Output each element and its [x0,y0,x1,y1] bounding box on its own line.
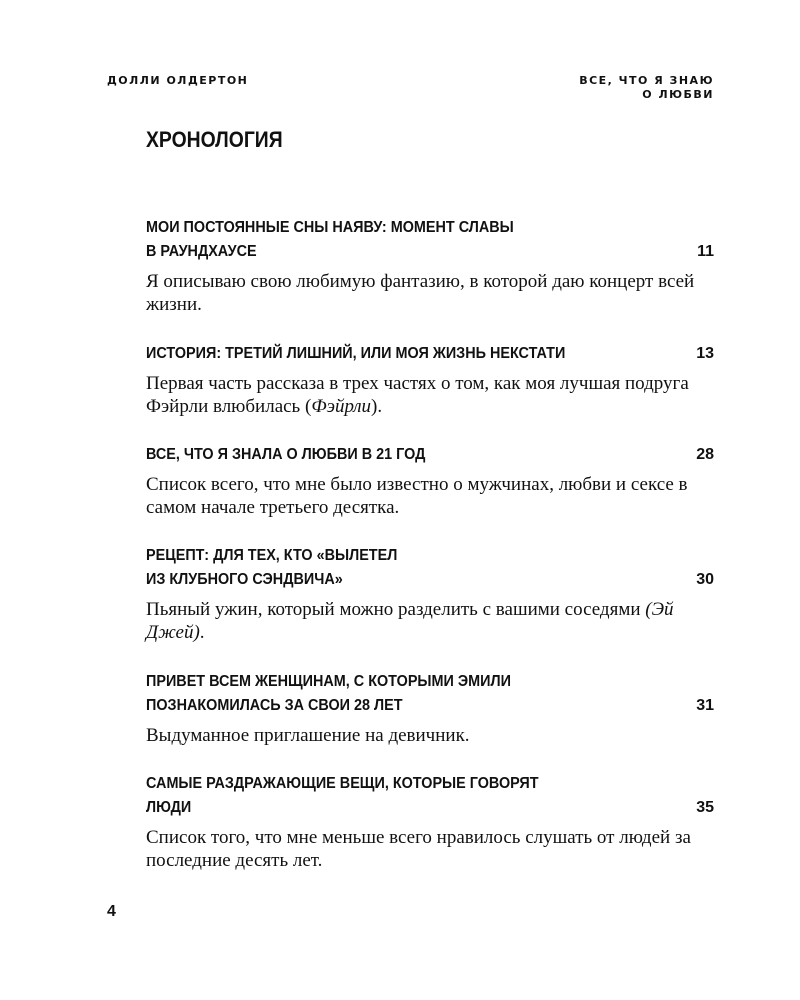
toc-entry-description-text: Список того, что мне меньше всего нравилось слушать от людей за последние десять лет. [146,827,691,871]
toc-entry-description-italic: (Эй Джей) [146,599,674,643]
toc-entry-head [146,544,714,592]
toc-entry-title: ИСТОРИЯ: ТРЕТИЙ ЛИШНИЙ, ИЛИ МОЯ ЖИЗНЬ НЕКСТАТИ [146,345,566,362]
toc-entry-title: МОИ ПОСТОЯННЫЕ СНЫ НАЯВУ: МОМЕНТ СЛАВЫ В РАУНДХАУСЕ [146,219,514,260]
toc-entry [146,670,714,747]
toc-entry-description-text: Выдуманное приглашение на девичник. [146,725,470,746]
toc-entry-head [146,443,714,467]
running-header-author: ДОЛЛИ ОЛДЕРТОН [107,74,249,87]
toc-entry-page: 28 [696,446,714,463]
toc-entry-title: РЕЦЕПТ: ДЛЯ ТЕХ, КТО «ВЫЛЕТЕЛ ИЗ КЛУБНОГО СЭНДВИЧА» [146,547,398,588]
toc-entry [146,342,714,418]
running-header-title-line1: ВСЕ, ЧТО Я ЗНАЮ [579,74,714,87]
running-header-title [579,74,714,102]
toc-title: ХРОНОЛОГИЯ [146,127,283,152]
toc-entry [146,544,714,644]
toc-entry-page: 30 [696,571,714,588]
toc-entry-description-text: Я описываю свою любимую фантазию, в которой даю концерт всей жизни. [146,271,695,315]
toc-entry-head [146,342,714,366]
toc-entry-description-end: ). [371,396,383,417]
toc-entry-description [146,372,716,418]
toc-entry-page: 11 [697,243,714,260]
toc-entry-description [146,473,716,519]
toc-entry-description [146,826,716,872]
toc-entry-title: ПРИВЕТ ВСЕМ ЖЕНЩИНАМ, С КОТОРЫМИ ЭМИЛИ ПОЗНАКОМИЛАСЬ ЗА СВОИ 28 ЛЕТ [146,673,511,714]
toc-entry-description-text: Пьяный ужин, который можно разделить с вашими соседями [146,599,646,620]
toc-entry-description [146,270,716,316]
toc-entry-description-text: Список всего, что мне было известно о мужчинах, любви и сексе в самом начале третьего десятка. [146,474,688,518]
toc-entry-description [146,598,716,644]
toc-entry-description [146,724,716,747]
running-header-title-line2: О ЛЮБВИ [642,88,714,101]
toc-entry-head [146,670,714,718]
toc-entry-head [146,772,714,820]
toc-entry-description-text: Первая часть рассказа в трех частях о том, как моя лучшая подруга Фэйрли влюбилась ( [146,373,689,417]
toc-entry-page: 31 [696,697,714,714]
toc-entry-description-end: . [199,622,205,643]
toc-entry-title: ВСЕ, ЧТО Я ЗНАЛА О ЛЮБВИ В 21 ГОД [146,446,426,463]
toc-entry-head [146,216,714,264]
page-number: 4 [107,903,116,920]
toc-entry [146,443,714,519]
toc-entry-page: 13 [696,345,714,362]
toc-entry-page: 35 [696,799,714,816]
toc-entry [146,772,714,872]
toc-entry-description-italic: Фэйрли [311,396,372,417]
toc-entry [146,216,714,316]
toc-entry-title: САМЫЕ РАЗДРАЖАЮЩИЕ ВЕЩИ, КОТОРЫЕ ГОВОРЯТ ЛЮДИ [146,775,539,816]
